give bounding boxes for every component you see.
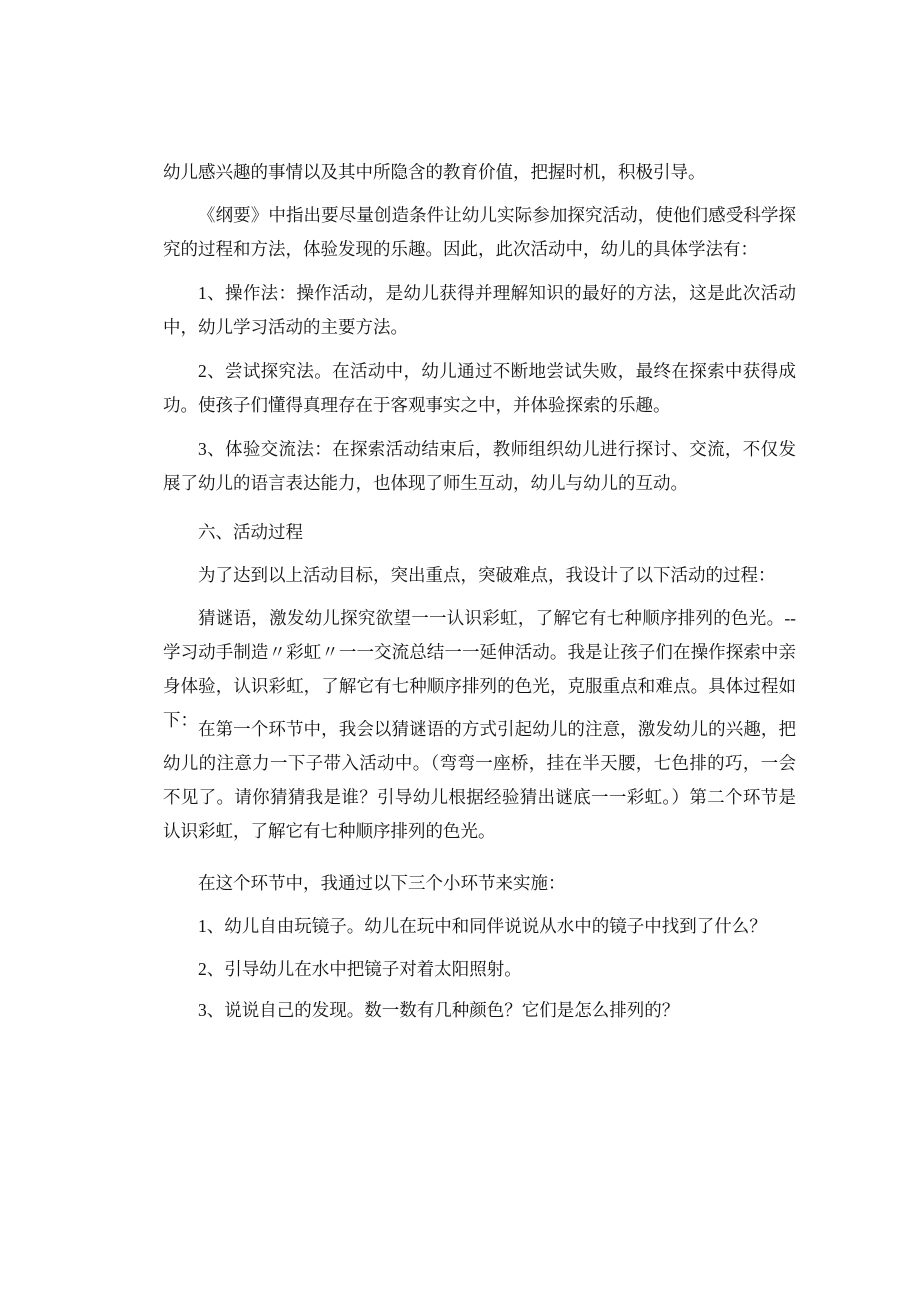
paragraph-continuation: 幼儿感兴趣的事情以及其中所隐含的教育价值，把握时机，积极引导。 [163,162,706,182]
list-item-3: 3、说说自己的发现。数一数有几种颜色？它们是怎么排列的？ [198,1000,680,1020]
section-heading-activity-process: 六、活动过程 [198,522,303,542]
list-item-1: 1、幼儿自由玩镜子。幼儿在玩中和同伴说说从水中的镜子中找到了什么？ [198,916,767,936]
paragraph-first-step: 在第一个环节中，我会以猜谜语的方式引起幼儿的注意，激发幼儿的兴趣，把幼儿的注意力一下子带入活动中。（弯弯一座桥，挂在半天腰，七色排的巧，一会不见了。请你猜猜我是谁？引导幼儿根据经验猜出谜底一一彩虹。）第二个环节是认识彩虹，了解它有七种顺序排列的色光。 [163,719,796,841]
paragraph-intro: 为了达到以上活动目标，突出重点，突破难点，我设计了以下活动的过程： [198,565,776,585]
paragraph-outline-quote: 《纲要》中指出要尽量创造条件让幼儿实际参加探究活动，使他们感受科学探究的过程和方法，体验发现的乐趣。因此，此次活动中，幼儿的具体学法有： [163,205,796,259]
paragraph-overview: 猜谜语，激发幼儿探究欲望一一认识彩虹，了解它有七种顺序排列的色光。--学习动手制造〃彩虹〃一一交流总结一一延伸活动。我是让孩子们在操作探索中亲身体验，认识彩虹，了解它有七种顺序排列的色光，克服重点和难点。具体过程如下： [163,608,796,730]
paragraph-method-3: 3、体验交流法：在探索活动结束后，教师组织幼儿进行探讨、交流，不仅发展了幼儿的语言表达能力，也体现了师生互动，幼儿与幼儿的互动。 [163,439,796,493]
paragraph-method-2: 2、尝试探究法。在活动中，幼儿通过不断地尝试失败，最终在探索中获得成功。使孩子们懂得真理存在于客观事实之中，并体验探索的乐趣。 [163,361,796,415]
list-item-2: 2、引导幼儿在水中把镜子对着太阳照射。 [198,959,522,979]
paragraph-sub-steps-intro: 在这个环节中，我通过以下三个小环节来实施： [198,873,566,893]
paragraph-method-1: 1、操作法：操作活动，是幼儿获得并理解知识的最好的方法，这是此次活动中，幼儿学习活动的主要方法。 [163,283,796,337]
